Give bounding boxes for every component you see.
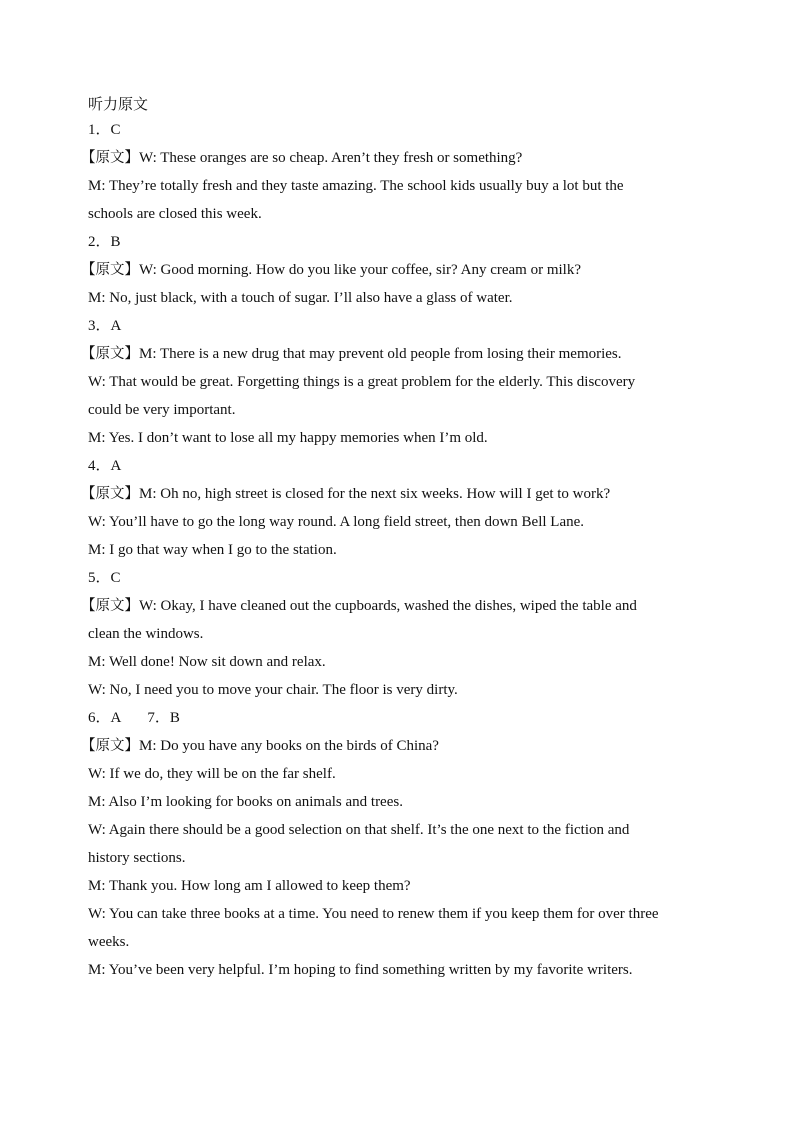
transcript-line: 【原文】W: These oranges are so cheap. Aren’t they fresh or something? xyxy=(81,150,523,166)
transcript-line: 【原文】M: Do you have any books on the birds of China? xyxy=(81,738,439,754)
original-tag: 【原文】 xyxy=(81,738,139,754)
transcript-line: W: You can take three books at a time. You need to renew them if you keep them for over three xyxy=(88,906,659,922)
original-tag: 【原文】 xyxy=(81,262,139,278)
transcript-line: M: I go that way when I go to the station. xyxy=(88,542,337,558)
transcript-line: schools are closed this week. xyxy=(88,206,262,222)
answer-label: 3．A xyxy=(88,318,122,334)
answer-label: 7．B xyxy=(147,710,180,726)
document-title: 听力原文 xyxy=(88,95,149,113)
transcript-line: clean the windows. xyxy=(88,626,204,642)
transcript-line: 【原文】M: Oh no, high street is closed for the next six weeks. How will I get to work? xyxy=(81,486,611,502)
original-tag: 【原文】 xyxy=(81,598,139,614)
transcript-line: M: They’re totally fresh and they taste amazing. The school kids usually buy a lot but the xyxy=(88,178,624,194)
question-item-6-7 xyxy=(81,704,728,984)
transcript-line: history sections. xyxy=(88,850,186,866)
answer-label: 6．A xyxy=(88,710,122,726)
transcript-line: W: Again there should be a good selection on that shelf. It’s the one next to the fiction and xyxy=(88,822,630,838)
question-item-5 xyxy=(81,564,728,704)
question-item-4 xyxy=(81,452,728,564)
question-item-1 xyxy=(81,116,728,228)
answer-labels xyxy=(88,704,728,732)
transcript-line: M: No, just black, with a touch of sugar. I’ll also have a glass of water. xyxy=(88,290,513,306)
transcript-line: W: That would be great. Forgetting things is a great problem for the elderly. This discovery xyxy=(88,374,636,390)
original-tag: 【原文】 xyxy=(81,150,139,166)
answer-label: 2．B xyxy=(88,234,121,250)
transcript-line: W: If we do, they will be on the far shelf. xyxy=(88,766,336,782)
transcript-line: M: Thank you. How long am I allowed to keep them? xyxy=(88,878,411,894)
transcript-line: W: You’ll have to go the long way round. A long field street, then down Bell Lane. xyxy=(88,514,585,530)
question-item-2 xyxy=(81,228,728,312)
answer-label: 4．A xyxy=(88,458,122,474)
transcript-line: M: Well done! Now sit down and relax. xyxy=(88,654,326,670)
transcript-line: M: Yes. I don’t want to lose all my happy memories when I’m old. xyxy=(88,430,488,446)
transcript-line: 【原文】M: There is a new drug that may prevent old people from losing their memories. xyxy=(81,346,622,362)
transcript-line: weeks. xyxy=(88,934,130,950)
transcript-line: M: Also I’m looking for books on animals and trees. xyxy=(88,794,403,810)
answer-label: 1．C xyxy=(88,122,121,138)
original-tag: 【原文】 xyxy=(81,486,139,502)
transcript-line: could be very important. xyxy=(88,402,236,418)
original-tag: 【原文】 xyxy=(81,346,139,362)
transcript-line: 【原文】W: Okay, I have cleaned out the cupboards, washed the dishes, wiped the table and xyxy=(81,598,637,614)
transcript-line: W: No, I need you to move your chair. The floor is very dirty. xyxy=(88,682,458,698)
question-item-3 xyxy=(81,312,728,452)
answer-label: 5．C xyxy=(88,570,121,586)
document-page xyxy=(81,92,728,984)
transcript-line: M: You’ve been very helpful. I’m hoping to find something written by my favorite writers. xyxy=(88,962,633,978)
transcript-line: 【原文】W: Good morning. How do you like your coffee, sir? Any cream or milk? xyxy=(81,262,581,278)
